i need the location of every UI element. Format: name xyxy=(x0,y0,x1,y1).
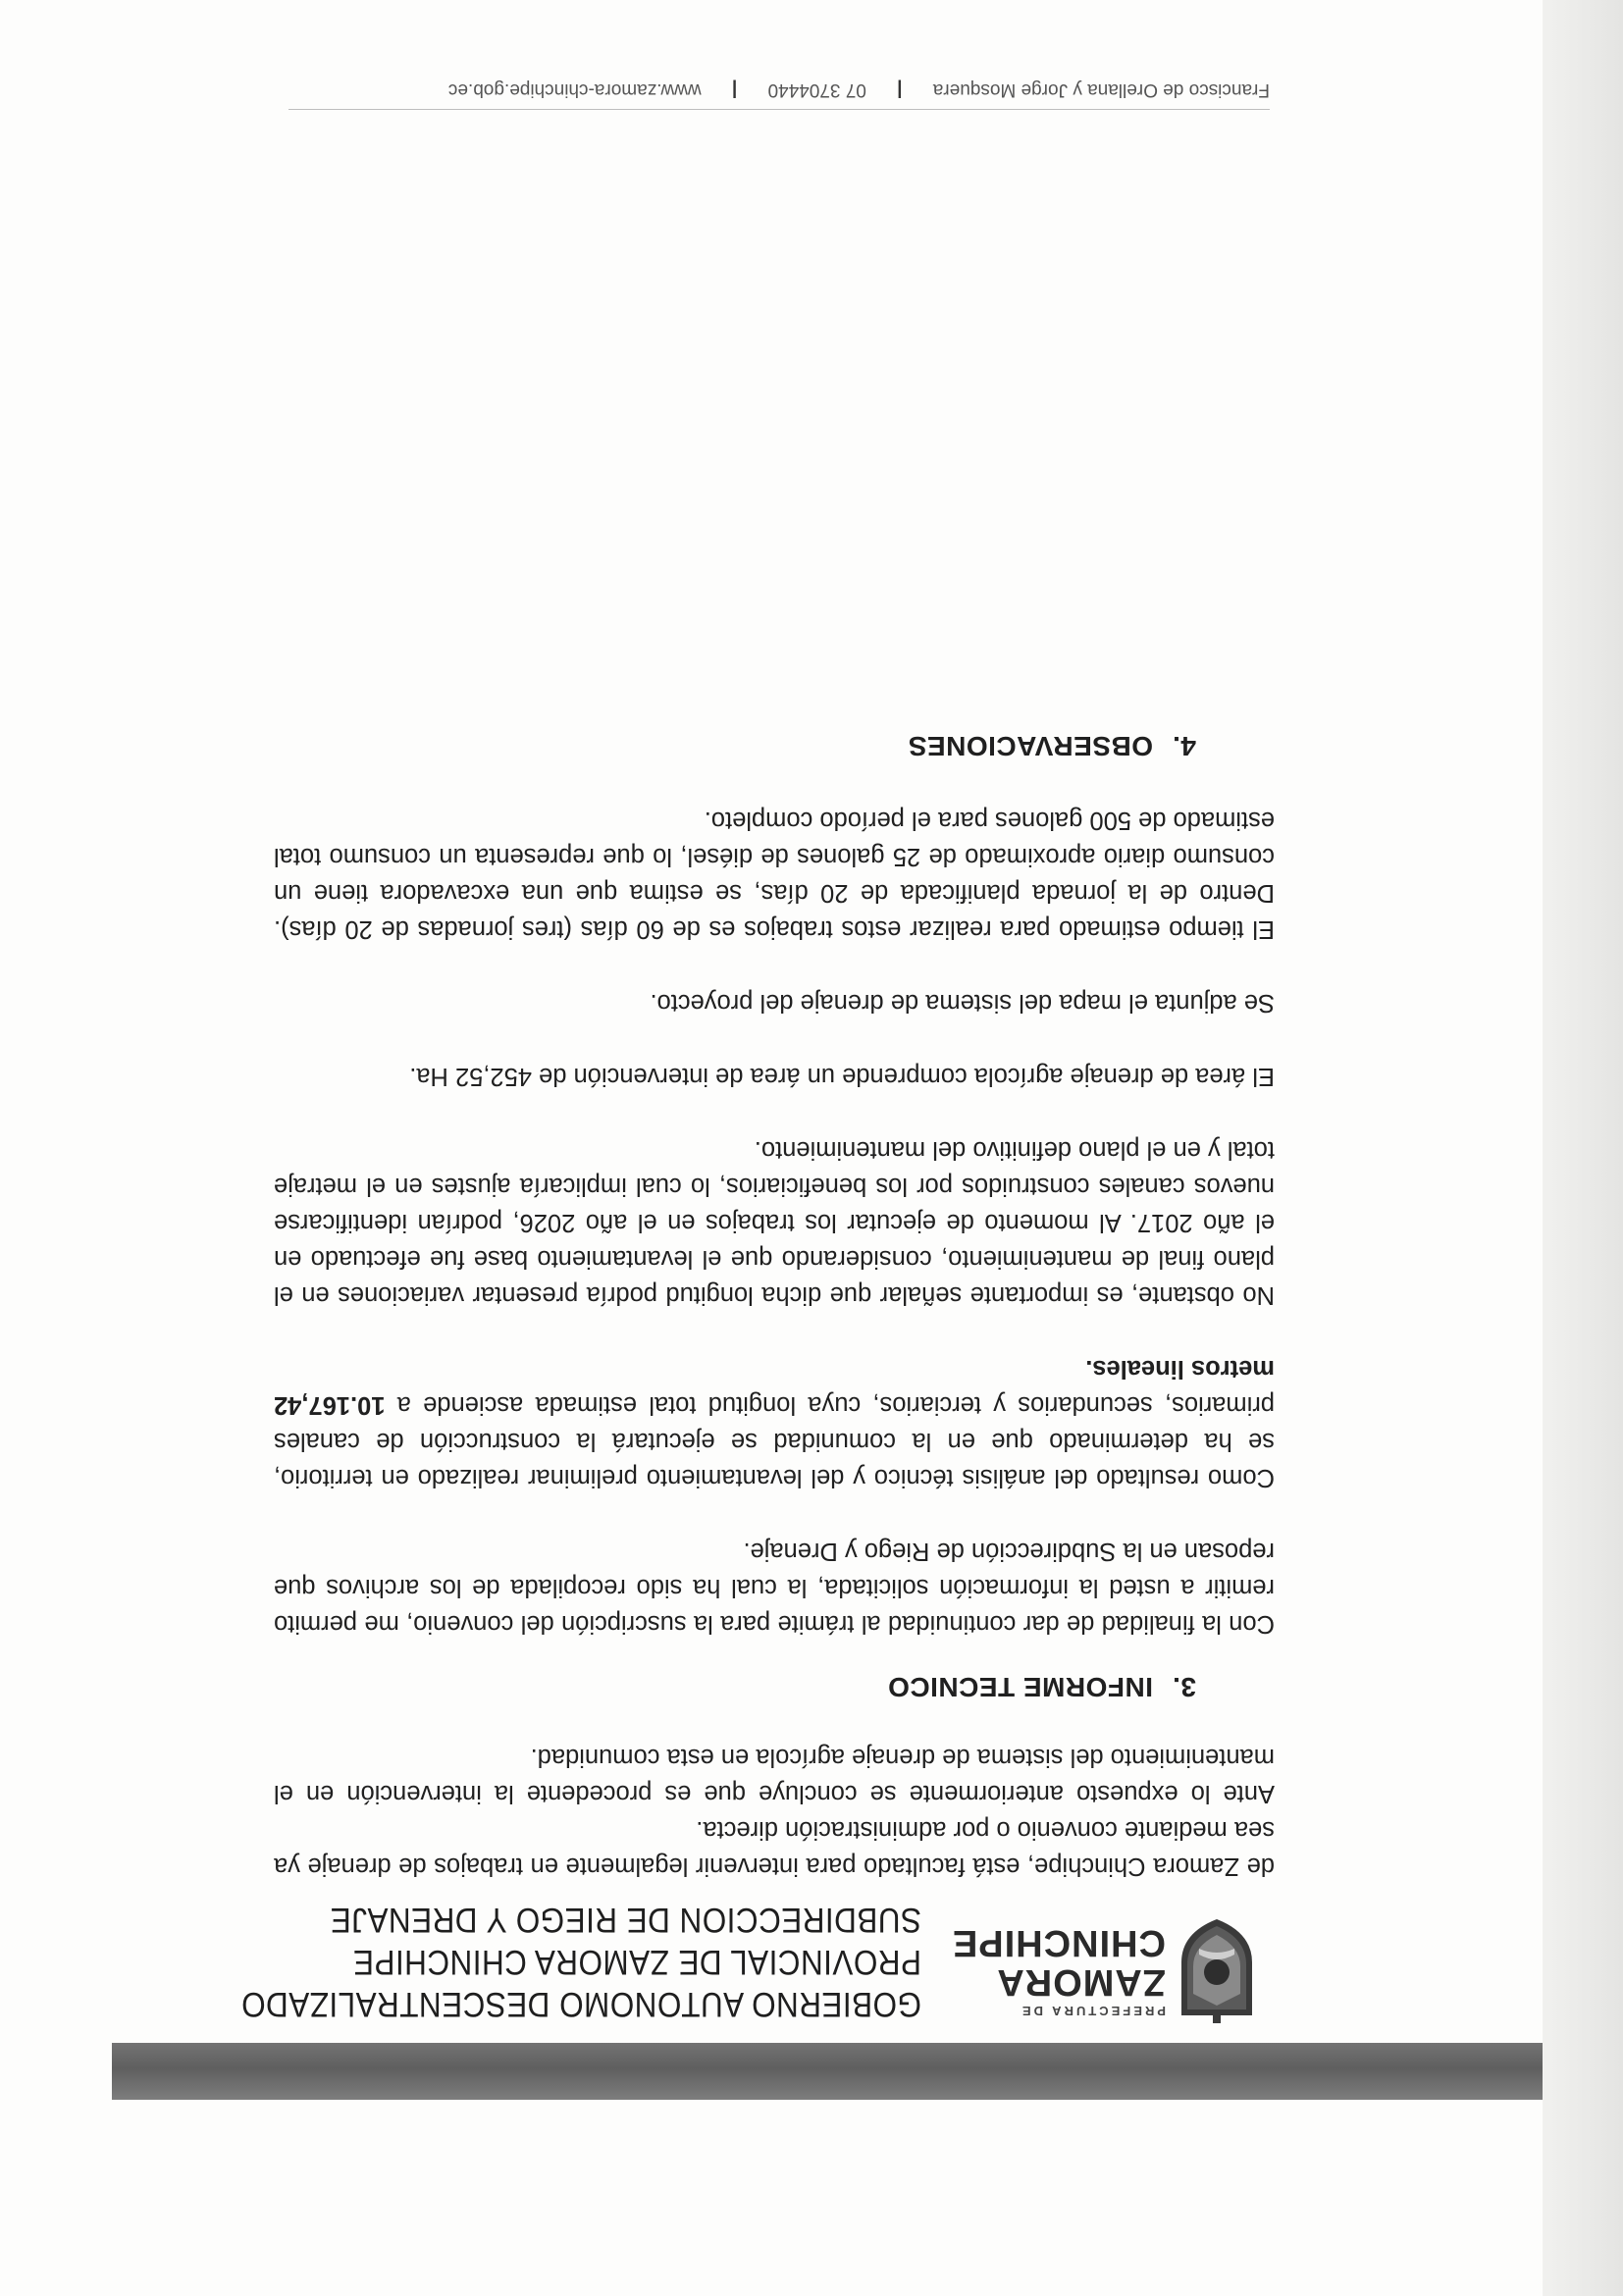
section3-number: 3. xyxy=(1172,1672,1196,1702)
org-line2: PROVINCIAL DE ZAMORA CHINCHIPE xyxy=(352,1943,921,1981)
section3-paragraph1: Con la finalidad de dar continuidad al trámite para la suscripción del convenio, me permito remitir a usted la información solicitada, la cual ha sido recopilada de los archivos que reposan en la Subdirección de Riego y Drenaje. xyxy=(274,1538,1275,1638)
section4-title: OBSERVACIONES xyxy=(908,731,1153,761)
org-line1: GOBIERNO AUTONOMO DESCENTRALIZADO xyxy=(240,1985,921,2023)
logo-line1: ZAMORA xyxy=(996,1961,1166,2003)
footer-address: Francisco de Orellana y Jorge Mosquera xyxy=(932,79,1270,100)
section4-heading xyxy=(274,728,1196,764)
logo-line2: CHINCHIPE xyxy=(951,1922,1166,1963)
footer-phone: 07 3704440 xyxy=(767,79,866,100)
section3-paragraph3: No obstante, es importante señalar que dicha longitud podría presentar variaciones en el plano final de mantenimiento, considerando que el levantamiento base fue efectuado en el año 2017. Al momento de ejecutar los trabajos en el año 2026, podrían identificarse nuevos canales construidos por los beneficiarios, lo cual implicaría ajustes en el metraje total y en el plano definitivo del mantenimiento. xyxy=(274,1136,1275,1309)
section3-paragraph4: El área de drenaje agrícola comprende un área de intervención de 452,52 Ha. xyxy=(409,1063,1275,1090)
section3-title: INFORME TECNICO xyxy=(887,1672,1153,1702)
intro-paragraph: de Zamora Chinchipe, está facultado para intervenir legalmente en trabajos de drenaje ya sea mediante convenio o por administración directa. xyxy=(274,1816,1275,1880)
section4-number: 4. xyxy=(1172,731,1196,761)
section3-paragraph2 xyxy=(274,1350,1275,1495)
footer-separator: | xyxy=(897,79,903,100)
organization-header xyxy=(235,1899,921,2025)
header-bar xyxy=(112,2043,1623,2100)
footer-website: www.zamora-chinchipe.gob.ec xyxy=(447,79,702,100)
footer-divider xyxy=(288,109,1270,110)
document-body xyxy=(274,701,1275,1884)
section3-paragraph2-text: Como resultado del análisis técnico y del levantamiento preliminar realizado en territorio, se ha determinado que en la comunidad se ejecutará la construcción de canales primarios, secundarios y terciarios, cuya longitud total estimada asciende a xyxy=(274,1391,1275,1491)
footer xyxy=(288,78,1270,100)
org-line3: SUBDIRECCION DE RIEGO Y DRENAJE xyxy=(330,1901,921,1939)
shield-emblem-icon xyxy=(1174,1915,1260,2023)
conclusion-paragraph: Ante lo expuesto anteriormente se concluye que es procedente la intervención en el mantenimiento del sistema de drenaje agrícola en esta comunidad. xyxy=(274,1744,1275,1807)
logo-small-text: PREFECTURA DE xyxy=(1019,2004,1166,2018)
footer-separator: | xyxy=(731,79,738,100)
section3-paragraph6: El tiempo estimado para realizar estos trabajos es de 60 días (tres jornadas de 20 días). Dentro de la jornada planificada de 20 días, se estima que una excavadora tiene un consumo diario aproximado de 25 galones de diésel, lo que representa un consumo total estimado de 500 galones para el período completo. xyxy=(274,807,1275,943)
scan-edge-shadow xyxy=(1543,0,1623,2296)
section3-heading xyxy=(274,1669,1196,1705)
total-length-value: 10.167,42 metros lineales. xyxy=(274,1355,1275,1419)
prefectura-logo xyxy=(936,1905,1260,2023)
section3-paragraph5: Se adjunta el mapa del sistema de drenaje del proyecto. xyxy=(650,989,1275,1017)
